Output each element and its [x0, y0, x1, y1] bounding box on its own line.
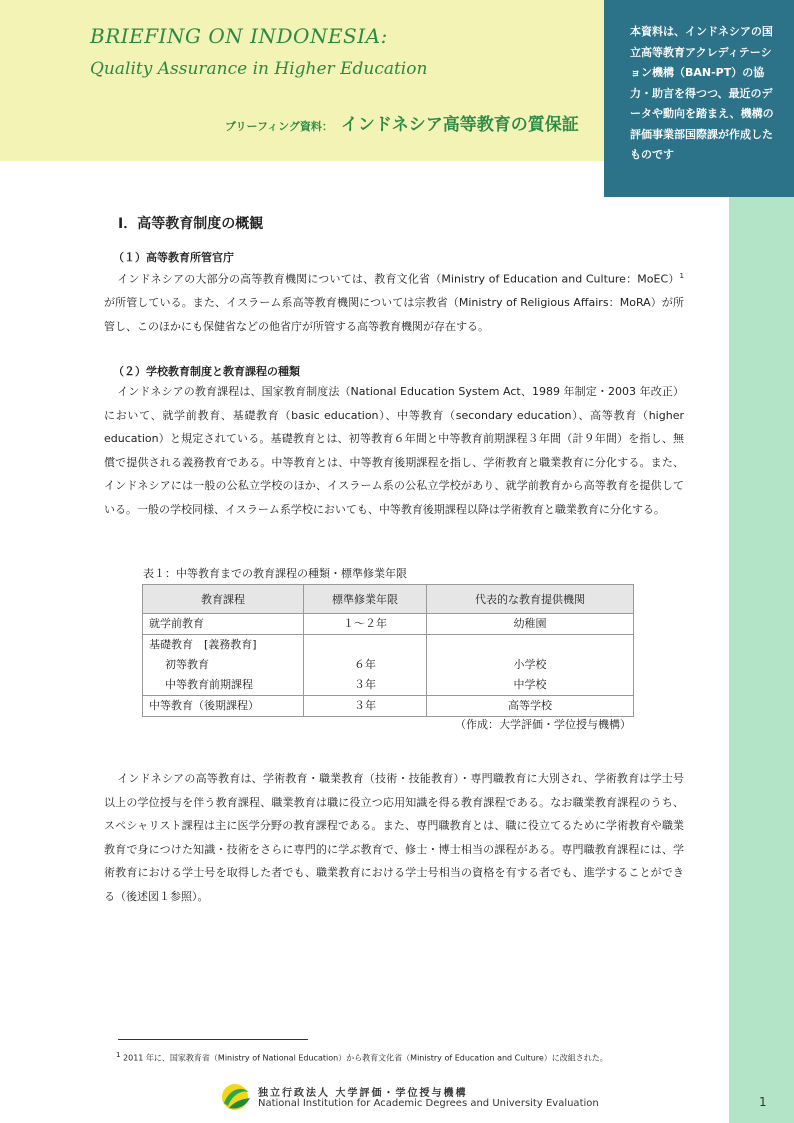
footer-org-jp: 独立行政法人 大学評価・学位授与機構: [258, 1088, 468, 1099]
course-lower-secondary: 中等教育前期課程: [165, 678, 253, 691]
table-cell-institution: 幼稚園: [427, 614, 634, 635]
table-cell-course: 中等教育（後期課程）: [143, 696, 304, 717]
institution-primary: 小学校: [513, 658, 547, 671]
table-cell-institution: 高等学校: [427, 696, 634, 717]
table-cell-years: ３年: [304, 696, 427, 717]
footnote-mark: 1: [116, 1051, 121, 1059]
table-header-cell: 代表的な教育提供機関: [427, 585, 634, 614]
years-lower-secondary: ３年: [354, 678, 376, 691]
table-cell-course: 就学前教育: [143, 614, 304, 635]
section-heading: Ⅰ．高等教育制度の概観: [118, 216, 264, 232]
title-jp-main: インドネシア高等教育の質保証: [340, 115, 579, 135]
sub1-text-a: インドネシアの大部分の高等教育機関については、教育文化省（Ministry of Education and Culture：MoEC）: [117, 272, 680, 286]
page-number: 1: [759, 1095, 767, 1109]
course-primary: 初等教育: [165, 658, 209, 671]
title-jp: [225, 110, 579, 135]
subsection2-heading: （２）学校教育制度と教育課程の種類: [113, 365, 300, 378]
subsection1-heading: （１）高等教育所管官庁: [113, 251, 234, 264]
subsection2-paragraph: インドネシアの教育課程は、国家教育制度法（National Education System Act、1989 年制定・2003 年改正）において、就学前教育、基礎教育（basic education）、中等教育（secondary education）、高等教育（higher education）と規定されている。基礎教育とは、初等教育６年間と中等教育前期課程３年間（計９年間）を指し、無償で提供される義務教育である。中等教育とは、中等教育後期課程を指し、学術教育と職業教育に分化する。また、インドネシアには一般の公私立学校のほか、イスラーム系の公私立学校があり、就学前教育から高等教育を提供している。一般の学校同様、イスラーム系学校においても、中等教育後期課程以降は学術教育と職業教育に分化する。: [104, 385, 684, 516]
footnote-ref: 1: [679, 272, 684, 280]
years-primary: ６年: [354, 658, 376, 671]
footnote: [116, 1051, 608, 1064]
title-en-line1: BRIEFING ON INDONESIA:: [90, 24, 388, 48]
side-note-box: [604, 0, 794, 197]
side-note-text: 本資料は、インドネシアの国立高等教育アクレディテーション機構（BAN-PT）の協力・助言を得つつ、最近のデータや動向を踏まえ、機構の評価事業部国際課が作成したものです: [630, 25, 774, 161]
table-header-cell: 標準修業年限: [304, 585, 427, 614]
institution-logo-icon: [220, 1082, 252, 1112]
table-cell-institution: [427, 635, 634, 696]
table-caption: 表１：中等教育までの教育課程の種類・標準修業年限: [143, 567, 407, 580]
table-header-cell: 教育課程: [143, 585, 304, 614]
table-cell-course: [143, 635, 304, 696]
title-en-line2: Quality Assurance in Higher Education: [90, 59, 428, 79]
table-row: [143, 696, 634, 717]
footnote-divider: [118, 1039, 308, 1040]
table-source: （作成：大学評価・学位授与機構）: [455, 718, 631, 731]
education-table: [142, 584, 634, 717]
footer-org-en: National Institution for Academic Degrees and University Evaluation: [258, 1098, 599, 1109]
subsection1-paragraph: [104, 265, 684, 338]
table-cell-years: １～２年: [304, 614, 427, 635]
table-row: [143, 635, 634, 696]
institution-lower-secondary: 中学校: [513, 678, 547, 691]
sub1-text-b: が所管している。また、イスラーム系高等教育機関については宗教省（Ministry of Religious Affairs：MoRA）が所管し、このほかにも保健省などの他省庁が所管する高等教育機関が存在する。: [104, 296, 684, 333]
side-strip: [729, 197, 794, 1123]
footnote-text: 2011 年に、国家教育省（Ministry of National Education）から教育文化省（Ministry of Education and Culture）に改組された。: [123, 1053, 608, 1063]
title-jp-prefix: ブリーフィング資料：: [225, 120, 333, 133]
body-paragraph: インドネシアの高等教育は、学術教育・職業教育（技術・技能教育）・専門職教育に大別され、学術教育は学士号以上の学位授与を伴う教育課程、職業教育は職に役立つ応用知識を得る教育課程である。なお職業教育課程のうち、スペシャリスト課程は主に医学分野の教育課程である。また、専門職教育とは、職に役立てるために学術教育や職業教育で身につけた知識・技術をさらに専門的に学ぶ教育で、修士・博士相当の課程がある。専門職教育課程には、学術教育における学士号を取得した者でも、職業教育における学士号相当の資格を有する者でも、進学することができる（後述図１参照）。: [104, 772, 684, 903]
course-basic: 基礎教育 [義務教育]: [149, 638, 257, 651]
table-cell-years: [304, 635, 427, 696]
table-row: [143, 614, 634, 635]
table-header-row: [143, 585, 634, 614]
